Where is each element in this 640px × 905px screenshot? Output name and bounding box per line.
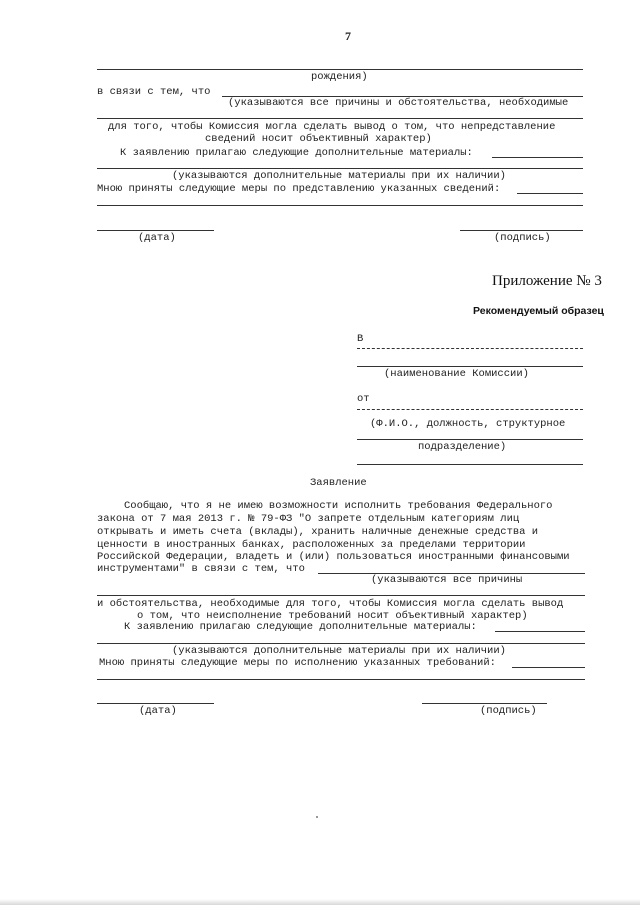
page-number: 7 (345, 29, 351, 43)
reason-line-2 (97, 118, 583, 119)
scan-speck (316, 816, 318, 818)
from-label: от (357, 393, 370, 405)
commission-line-2 (357, 366, 583, 367)
statement-body-line-1: Сообщаю, что я не имею возможности исполнить требования Федерального (124, 500, 553, 512)
reason-caption: (указываются все причины и обстоятельства, необходимые (228, 97, 569, 109)
measures-line-2 (97, 205, 583, 206)
statement-date-caption: (дата) (139, 705, 177, 717)
person-caption-2: подразделение) (418, 441, 507, 453)
statement-body-line-2: закона от 7 мая 2013 г. № 79-ФЗ "О запрете отдельным категориям лиц (97, 513, 520, 525)
name-line (97, 69, 583, 70)
attach-line (492, 157, 583, 158)
birth-caption: рождения) (311, 71, 368, 83)
reasons-caption: (указываются все причины (371, 574, 523, 586)
reason-text-line2: для того, чтобы Комиссия могла сделать вывод о том, что непредставление (108, 121, 556, 133)
appendix-title: Приложение № 3 (492, 273, 602, 289)
scan-bottom-edge (0, 899, 640, 905)
statement-date-line (97, 703, 214, 704)
statement-attach-line (495, 631, 585, 632)
statement-heading: Заявление (310, 477, 367, 489)
person-line-2 (357, 439, 583, 440)
statement-body-line-5: Российской Федерации, владеть и (или) пользоваться иностранными финансовыми (97, 551, 570, 563)
commission-line (357, 348, 583, 349)
attach-line-2 (97, 168, 583, 169)
to-label: В (357, 333, 364, 345)
reason-prefix: в связи с тем, что (97, 86, 211, 98)
signature-caption: (подпись) (494, 232, 551, 244)
reason-text-line3: сведений носит объективный характер) (205, 133, 432, 145)
statement-measures-line-2 (97, 679, 585, 680)
statement-attach-label: К заявлению прилагаю следующие дополнительные материалы: (124, 621, 477, 633)
attach-label: К заявлению прилагаю следующие дополнительные материалы: (120, 147, 473, 159)
statement-attach-line-2 (97, 643, 585, 644)
commission-caption: (наименование Комиссии) (384, 368, 529, 380)
statement-measures-line (512, 667, 585, 668)
attach-caption: (указываются дополнительные материалы при их наличии) (172, 170, 506, 182)
appendix-subtitle: Рекомендуемый образец (473, 305, 604, 317)
reasons-line-2 (97, 595, 585, 596)
reasons-text-line3: о том, что неисполнение требований носит объективный характер) (137, 610, 528, 622)
measures-line (517, 193, 583, 194)
person-caption: (Ф.И.О., должность, структурное (370, 418, 566, 430)
signature-line (460, 230, 583, 231)
statement-signature-caption: (подпись) (480, 705, 537, 717)
measures-label: Мною приняты следующие меры по представлению указанных сведений: (97, 183, 501, 195)
person-line (357, 409, 583, 410)
statement-body-line-4: ценности в иностранных банках, расположенных за пределами территории (97, 539, 526, 551)
statement-body-line-3: открывать и иметь счета (вклады), хранить наличные денежные средства и (97, 526, 539, 538)
statement-signature-line (422, 703, 547, 704)
statement-body-last: инструментами" в связи с тем, что (97, 563, 305, 575)
statement-attach-caption: (указываются дополнительные материалы при их наличии) (172, 645, 506, 657)
person-line-3 (357, 464, 583, 465)
statement-measures-label: Мною приняты следующие меры по исполнению указанных требований: (99, 657, 496, 669)
date-line (97, 230, 214, 231)
reasons-text-line2: и обстоятельства, необходимые для того, чтобы Комиссия могла сделать вывод (97, 598, 564, 610)
date-caption: (дата) (138, 232, 176, 244)
